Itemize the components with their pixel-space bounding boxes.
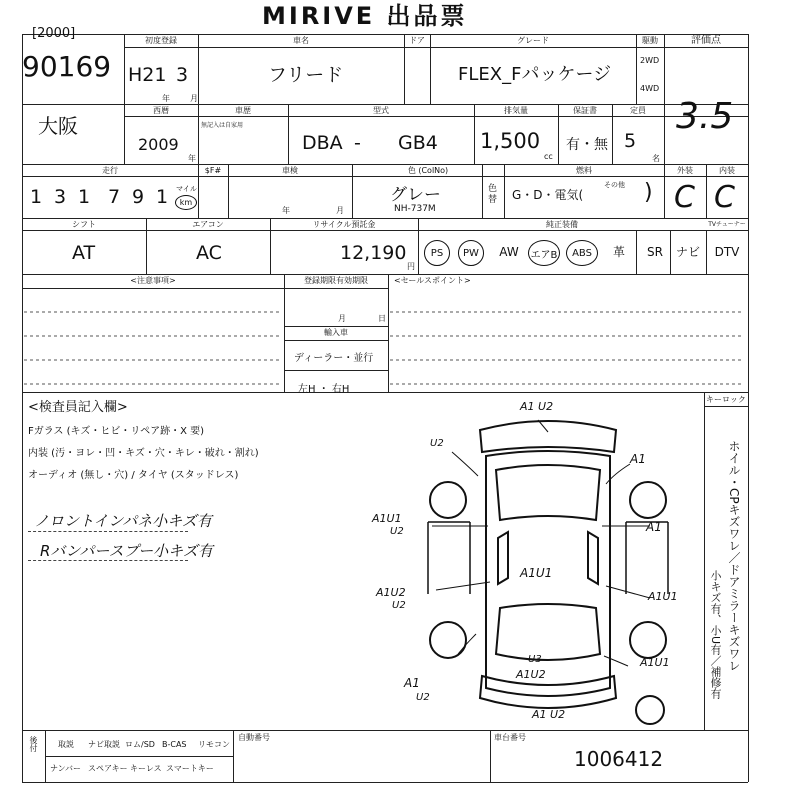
import-header: 輸入車 <box>324 328 348 337</box>
diagram-mark: U2 <box>416 692 430 703</box>
color-header: 色 (ColNo) <box>407 166 449 175</box>
side-note: ホイル・CPキズワレ／ドアミラーキズワレ <box>727 440 741 672</box>
inspection-month: 月 <box>336 206 344 215</box>
first-reg-header: 初度登録 <box>145 36 177 45</box>
color-value: グレー <box>390 185 441 205</box>
recycle-header: リサイクル預託金 <box>312 220 376 229</box>
ac-value: AC <box>196 242 222 264</box>
model-dash: - <box>354 132 361 154</box>
score-header: 評価点 <box>691 35 721 46</box>
handwritten-note: ノロントインパネ小キズ有 <box>34 512 212 530</box>
location: 大阪 <box>38 114 78 138</box>
cc-unit: cc <box>544 152 553 161</box>
bottom-left-title: 後付 <box>29 736 38 752</box>
exterior-value: C <box>674 180 695 215</box>
accessory-item: ロム/SD <box>125 740 155 749</box>
warranty-header: 保証書 <box>573 106 597 115</box>
displacement-header: 排気量 <box>504 106 528 115</box>
diagram-mark: A1 <box>404 676 420 690</box>
sales-header: <セールスポイント> <box>394 276 471 285</box>
shift-header: シフト <box>72 220 96 229</box>
model-year-unit: 年 <box>188 154 196 163</box>
equipment-leather: 革 <box>612 245 625 259</box>
import-dealer: ディーラー・並行 <box>294 353 374 364</box>
mileage-header: 走行 <box>102 166 118 175</box>
sf-header: $F# <box>204 166 222 175</box>
diagram-mark: A1U2 <box>376 586 406 599</box>
equipment-navi: ナビ <box>675 245 700 259</box>
inspector-line-interior: 内装 (汚・ヨレ・凹・キズ・穴・キレ・破れ・割れ) <box>28 448 259 459</box>
inspector-header: <検査員記入欄> <box>28 400 128 415</box>
sales-dotted-lines <box>390 290 746 390</box>
warranty-value: 有・無 <box>566 137 608 153</box>
document-title: MIRIVE 出品票 <box>262 2 468 30</box>
diagram-mark: A1U1 <box>640 656 670 669</box>
inspection-year: 年 <box>282 206 290 215</box>
drive-2wd: 2WD <box>640 56 660 65</box>
first-reg-era: H21 <box>128 64 167 86</box>
import-steering: 左H ・ 右H <box>298 384 350 395</box>
accessory-item: 取説 <box>58 740 74 749</box>
mileage-digit: 1 <box>30 186 43 208</box>
diagram-mark: A1 <box>646 520 662 534</box>
chassis-number: 1006412 <box>574 747 664 771</box>
accessory-item: ナンバー <box>50 764 82 773</box>
month-label: 月 <box>190 94 198 103</box>
recycle-value: 12,190 <box>340 242 407 264</box>
inspection-header: 車検 <box>282 166 298 175</box>
mileage-digit: 1 <box>156 186 169 208</box>
reg-expiry-month: 月 <box>338 314 346 323</box>
exterior-header: 外装 <box>677 166 693 175</box>
car-name-header: 車名 <box>293 36 309 45</box>
notes-header: <注意事項> <box>130 276 176 285</box>
model-prefix: DBA <box>302 132 343 154</box>
reg-expiry-header: 登録期限有効期限 <box>304 276 368 285</box>
displacement: 1,500 <box>480 129 541 153</box>
accessory-item: リモコン <box>198 740 230 749</box>
diagram-mark: A1U1 <box>648 590 678 603</box>
tuner-header: TVチューナー <box>708 221 746 228</box>
equipment-ps: PS <box>424 240 450 266</box>
grade: FLEX_Fパッケージ <box>458 64 612 85</box>
inspector-divider <box>28 531 188 532</box>
accessory-item: キーレス <box>130 764 162 773</box>
model-year-header: 西暦 <box>153 106 169 115</box>
equipment-aw: AW <box>499 245 519 259</box>
color-change: 色替 <box>488 184 498 205</box>
ac-header: エアコン <box>192 220 224 229</box>
grade-header: グレード <box>517 36 549 45</box>
score-value: 3.5 <box>676 96 734 137</box>
capacity-header: 定員 <box>630 106 646 115</box>
accessory-item: スマートキー <box>166 764 214 773</box>
mileage-digit: 1 <box>78 186 91 208</box>
model-code: GB4 <box>398 132 438 154</box>
diagram-mark: U2 <box>392 600 406 611</box>
handwritten-note: Rバンパースプー小キズ有 <box>40 542 213 560</box>
interior-value: C <box>714 180 735 215</box>
mileage-digit: 9 <box>132 186 145 208</box>
diagram-mark: A1 U2 <box>520 400 554 413</box>
equipment-airbag: エアB <box>528 240 560 266</box>
keylock-label: キーロック <box>706 395 746 404</box>
equipment-pw: PW <box>458 240 484 266</box>
side-note: 小キズ有、小U有／補修有 <box>709 570 722 700</box>
accessory-item: B-CAS <box>162 740 187 749</box>
capacity-value: 5 <box>624 130 637 152</box>
chassis-header: 車台番号 <box>494 733 526 742</box>
equipment-sr: SR <box>647 245 663 259</box>
notes-dotted-lines <box>24 290 284 390</box>
fuel-other: その他 <box>604 181 625 189</box>
mileage-digit: 3 <box>54 186 67 208</box>
diagram-mark: A1 <box>630 452 646 466</box>
lot-number: 90169 <box>22 50 112 83</box>
color-number: NH-737M <box>394 204 436 214</box>
inspector-line-audio: オーディオ (無し・穴) / タイヤ (スタッドレス) <box>28 470 239 481</box>
shift-value: AT <box>72 242 96 264</box>
inspector-divider <box>28 560 188 561</box>
mile-label: マイル <box>176 185 197 193</box>
reg-expiry-day: 日 <box>378 314 386 323</box>
accessory-item: ナビ取説 <box>88 740 120 749</box>
capacity-unit: 名 <box>652 154 660 163</box>
mileage-digit: 7 <box>108 186 121 208</box>
accessory-item: スペアキー <box>88 764 128 773</box>
inspector-line-glass: Fガラス (キズ・ヒビ・リペア跡・X 要) <box>28 426 205 437</box>
diagram-mark: A1U1 <box>372 512 402 525</box>
interior-header: 内装 <box>719 166 735 175</box>
diagram-mark: U3 <box>528 654 542 665</box>
fuel-header: 燃料 <box>576 166 592 175</box>
model-header: 型式 <box>373 106 389 115</box>
history-sub: 無記入は自家用 <box>201 122 244 129</box>
yen-unit: 円 <box>407 262 415 271</box>
diagram-mark: A1 U2 <box>532 708 566 721</box>
equipment-dtv: DTV <box>714 245 740 259</box>
diagram-mark: A1U1 <box>520 566 553 580</box>
fuel-close: ) <box>644 180 653 205</box>
first-reg-month: 3 <box>176 64 189 86</box>
door-header: ドア <box>409 36 425 45</box>
drive-4wd: 4WD <box>640 84 660 93</box>
history-header: 車歴 <box>235 106 251 115</box>
diagram-mark: U2 <box>430 438 444 449</box>
car-name: フリード <box>268 64 344 86</box>
equipment-abs: ABS <box>566 240 598 266</box>
year-label: 年 <box>162 94 170 103</box>
model-year: 2009 <box>138 135 179 154</box>
fuel-value: G・D・電気( <box>512 188 584 202</box>
transfer-header: 自動番号 <box>238 733 270 742</box>
equipment-header: 純正装備 <box>546 220 578 229</box>
drive-header: 駆動 <box>642 36 658 45</box>
lot-bracket: [2000] <box>32 26 76 41</box>
diagram-mark: A1U2 <box>516 668 546 681</box>
km-label: km <box>175 195 197 210</box>
diagram-mark: U2 <box>390 526 404 537</box>
